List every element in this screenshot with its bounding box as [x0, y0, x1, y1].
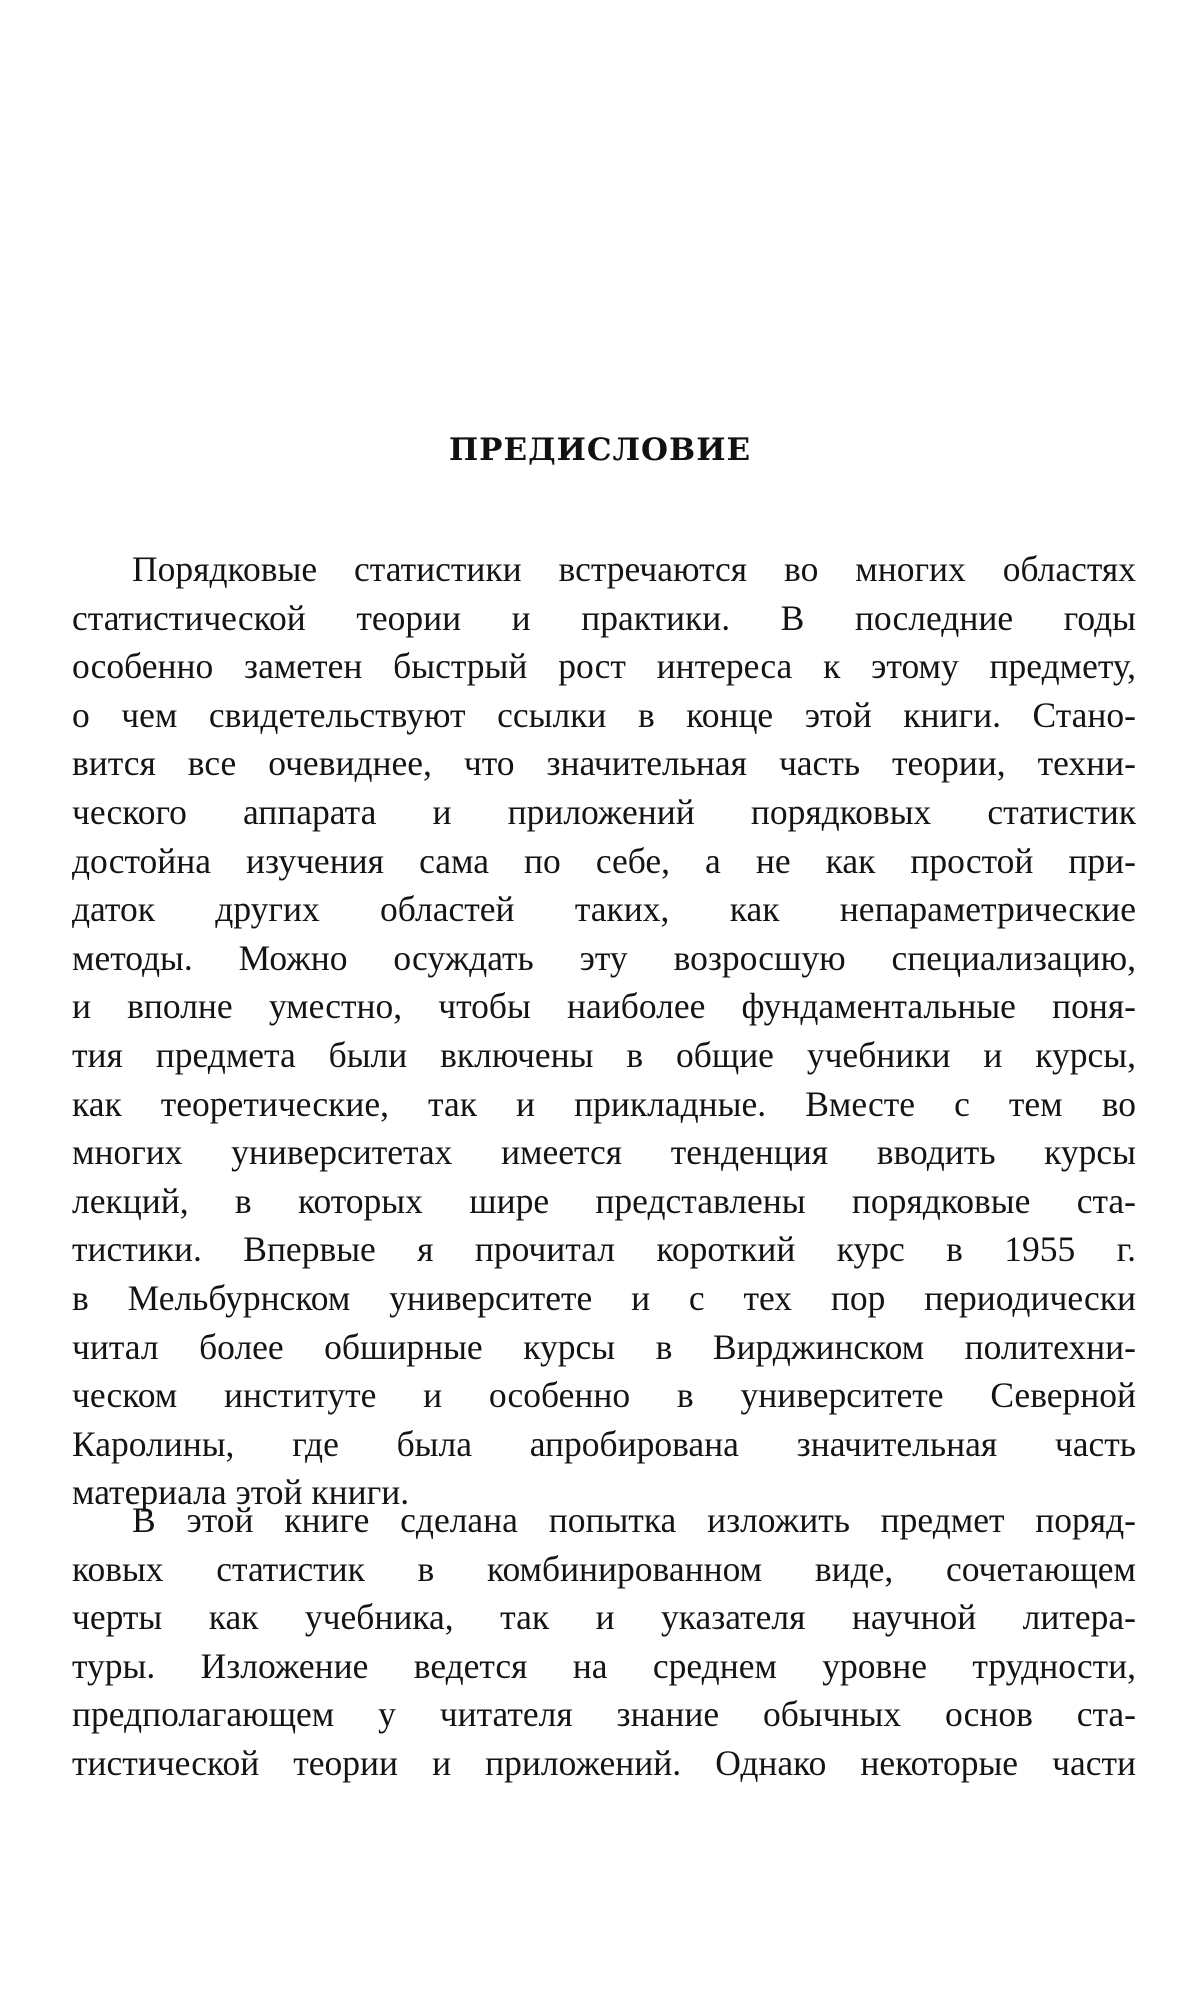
page-title: ПРЕДИСЛОВИЕ: [448, 432, 752, 468]
text-line: тия предмета были включены в общие учебники и курсы,: [72, 1034, 1136, 1075]
text-line: даток других областей таких, как непараметрические: [72, 889, 1136, 930]
text-line: многих университетах имеется тенденция вводить курсы: [72, 1132, 1136, 1173]
text-line: о чем свидетельствуют ссылки в конце этой книги. Стано-: [72, 694, 1136, 735]
text-line: как теоретические, так и прикладные. Вместе с тем во: [72, 1083, 1136, 1124]
text-line: и вполне уместно, чтобы наиболее фундаментальные поня-: [72, 986, 1136, 1027]
text-line: в Мельбурнском университете и с тех пор периодически: [72, 1277, 1136, 1318]
text-line: тистики. Впервые я прочитал короткий курс в 1955 г.: [72, 1229, 1136, 1270]
text-line: туры. Изложение ведется на среднем уровне трудности,: [72, 1645, 1136, 1686]
text-line: Каролины, где была апробирована значительная часть: [72, 1423, 1136, 1464]
text-line: читал более обширные курсы в Вирджинском политехни-: [72, 1326, 1136, 1367]
text-line: ческом институте и особенно в университете Северной: [72, 1375, 1136, 1416]
paragraph-1: [72, 545, 1136, 1517]
text-line: лекций, в которых шире представлены порядковые ста-: [72, 1180, 1136, 1221]
paragraph-2: [72, 1496, 1136, 1788]
text-line: методы. Можно осуждать эту возросшую специализацию,: [72, 937, 1136, 978]
text-line: ческого аппарата и приложений порядковых статистик: [72, 791, 1136, 832]
text-line: особенно заметен быстрый рост интереса к этому предмету,: [72, 646, 1136, 687]
text-line: достойна изучения сама по себе, а не как простой при-: [72, 840, 1136, 881]
text-line: вится все очевиднее, что значительная часть теории, техни-: [72, 743, 1136, 784]
text-line: Порядковые статистики встречаются во многих областях: [132, 549, 1136, 589]
text-line: предполагающем у читателя знание обычных основ ста-: [72, 1694, 1136, 1735]
text-line: статистической теории и практики. В последние годы: [72, 597, 1136, 638]
text-line: В этой книге сделана попытка изложить предмет поряд-: [132, 1500, 1136, 1540]
text-line: тистической теории и приложений. Однако некоторые части: [72, 1742, 1136, 1783]
text-line: материала этой книги.: [72, 1472, 410, 1513]
text-line: ковых статистик в комбинированном виде, сочетающем: [72, 1548, 1136, 1589]
text-line: черты как учебника, так и указателя научной литера-: [72, 1597, 1136, 1638]
